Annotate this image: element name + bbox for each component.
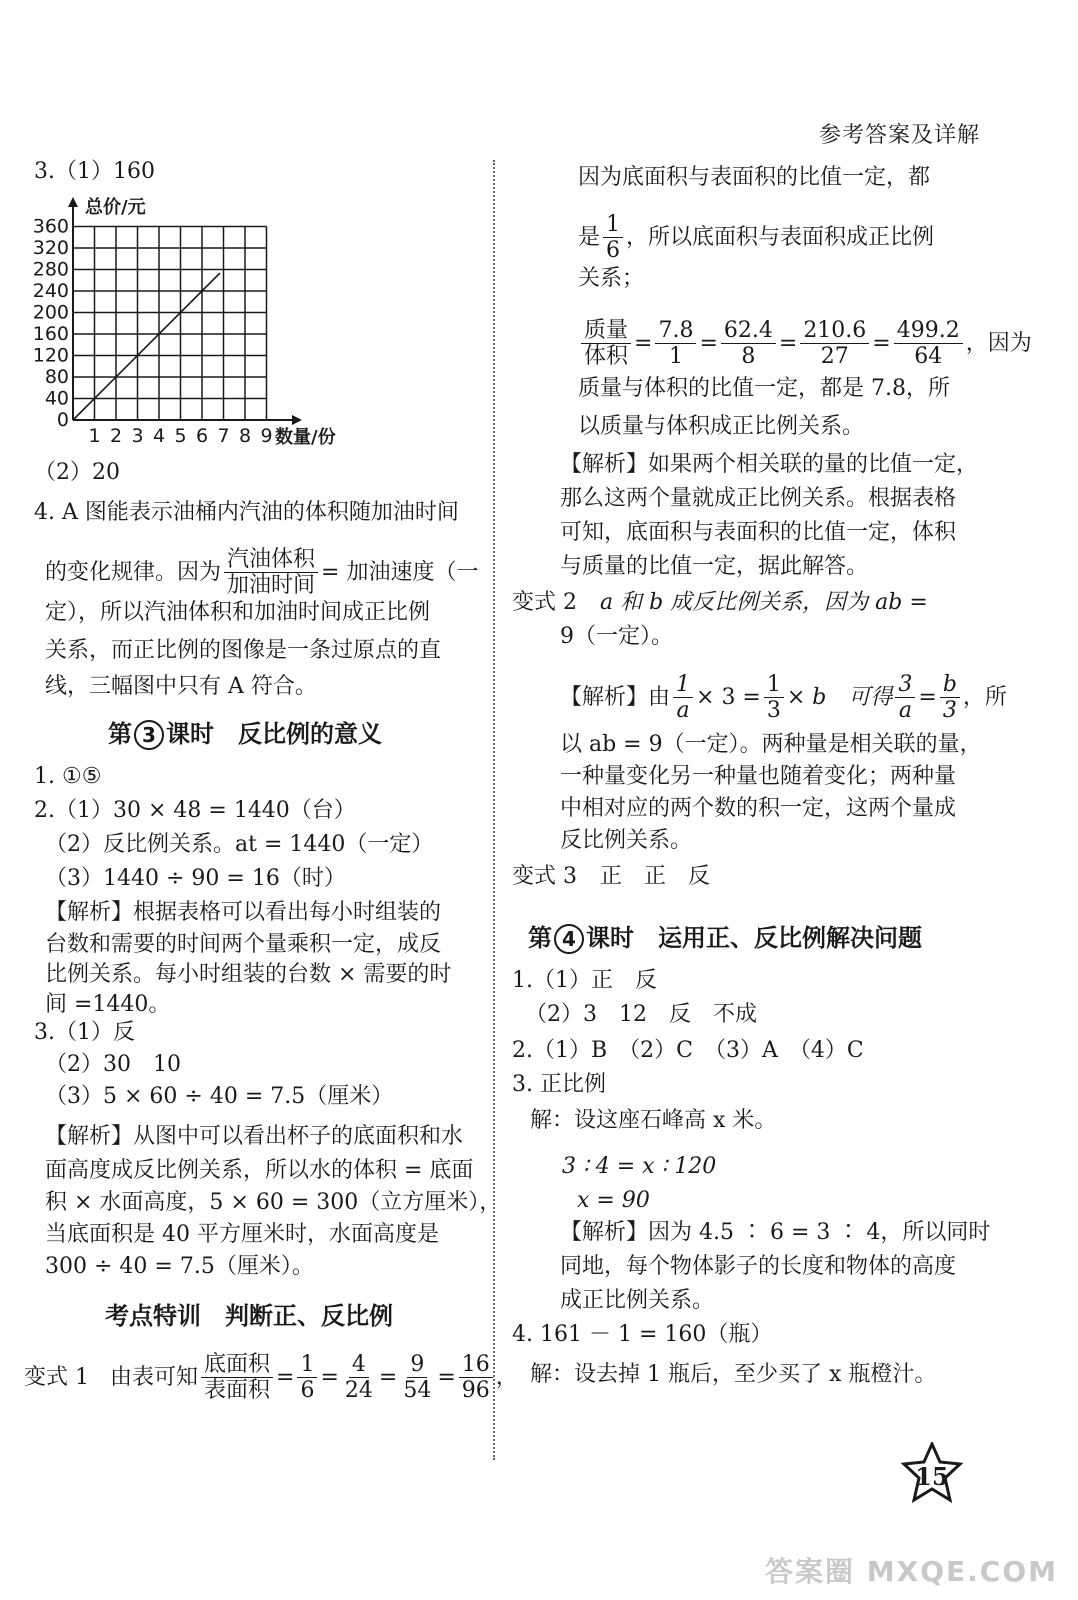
r11-pre: 【解析】由 [560,684,671,710]
r-expl-1: 【解析】如果两个相关联的量的比值一定， [560,452,979,477]
section4-title-post: 课时 运用正、反比例解决问题 [586,924,922,952]
q4-fraction [224,547,318,599]
bs1-frac-2-num: 4 [349,1352,369,1378]
y-tick-label: 160 [32,323,69,345]
x-tick-label: 7 [217,425,230,447]
section3-title-post: 课时 反比例的意义 [166,720,382,748]
x-tick-label: 4 [152,425,166,447]
y-tick-label: 80 [44,366,69,388]
s4-q3-solution: 解：设这座石峰高 x 米。 [530,1108,777,1133]
r-expl-4: 与质量的比值一定，据此解答。 [560,554,869,579]
q4-line5: 线，三幅图中只有 A 符合。 [45,674,317,699]
r4-frac-3 [800,318,869,370]
r11-frac-2-num: 1 [764,672,784,698]
r-line6: 以质量与体积成正比例关系。 [578,414,865,439]
bs1-frac-4 [459,1352,493,1404]
bs1-frac-0 [201,1352,273,1404]
s4-expl-3: 成正比例关系。 [560,1288,715,1313]
bianshi1-label: 变式 1 [24,1364,89,1390]
r-line3: 关系； [578,266,645,291]
q4-frac-num: 汽油体积 [224,547,318,573]
x-tick-label: 3 [131,425,144,447]
section4-title-pre: 第 [528,924,552,952]
bs1-frac-3-den: 54 [403,1378,432,1404]
q4-line1: 4. A 图能表示油桶内汽油的体积随加油时间 [34,500,459,525]
bianshi2-text: a 和 b 成反比例关系，因为 ab = [600,590,928,615]
s4-q2: 2.（1）B （2）C （3）A （4）C [512,1038,864,1063]
r4-frac-0-den: 体积 [584,344,629,370]
r11-mid2: × b 可得 [786,684,893,710]
x-axis-label: 数量/份 [275,427,336,448]
bianshi2-line [512,588,928,618]
bs1-frac-4-num: 16 [459,1352,493,1378]
r-expl-2: 那么这两个量就成正比例关系。根据表格 [560,486,957,511]
r4-frac-2-den: 8 [741,344,756,370]
r11-frac-3-num: 3 [895,672,915,698]
bs1-frac-1-den: 6 [300,1378,315,1404]
x-tick-label: 1 [88,425,101,447]
bianshi3-label: 变式 3 [512,864,577,889]
r4-frac-3-den: 27 [820,344,849,370]
q4-line4: 关系，而正比例的图像是一条过原点的直 [45,638,442,663]
s3-q3-2: （2）30 10 [45,1052,181,1077]
x-tick-label: 6 [195,425,209,447]
y-tick-label: 280 [32,258,69,281]
s3-expl-8: 当底面积是 40 平方厘米时，水面高度是 [45,1222,439,1247]
bianshi1-pre: 由表可知 [110,1364,199,1390]
s3-q2-3: （3）1440 ÷ 90 = 16（时） [45,866,346,891]
s3-q2-2: （2）反比例关系。at = 1440（一定） [45,832,434,857]
r-expl-6: 以 ab = 9（一定）。两种量是相关联的量， [560,732,982,757]
s4-q1-1: 1.（1）正 反 [512,968,657,993]
q4-line2-pre: 的变化规律。因为 [45,559,222,585]
s4-q1-2: （2）3 12 反 不成 [525,1002,757,1027]
r2-fraction [603,212,623,264]
r4-frac-1-den: 1 [668,344,683,370]
section3-number: 3 [134,720,164,750]
q4-line3: 定），所以汽油体积和加油时间成正比例 [45,600,431,625]
r11-frac-3-den: a [898,698,912,724]
r11-frac-4-num: b [940,672,960,698]
y-tick-label: 200 [32,301,69,324]
bs1-frac-3-num: 9 [407,1352,427,1378]
bianshi3-line [512,862,710,892]
r2-frac-num: 1 [603,212,623,238]
s3-expl-4: 间 =1440。 [45,992,171,1017]
bianshi2-label: 变式 2 [512,590,577,615]
page-number: 15 [915,1462,949,1491]
s3-q3-1: 3.（1）反 [34,1020,135,1045]
y-tick-label: 320 [32,237,69,259]
q4-frac-den: 加油时间 [227,573,316,599]
bs1-frac-2-den: 24 [344,1378,373,1404]
r4-frac-0-num: 质量 [581,318,631,344]
s3-expl-3: 比例关系。每小时组装的台数 × 需要的时 [45,962,452,987]
s3-expl-5: 【解析】从图中可以看出杯子的底面积和水 [45,1124,464,1149]
watermark: 答案圈 MXQE.COM [765,1555,1058,1588]
r-line1: 因为底面积与表面积的比值一定，都 [578,165,931,190]
q4-line2 [45,547,478,599]
s3-expl-6: 面高度成反比例关系，所以水的体积 = 底面 [45,1158,474,1183]
r11-frac-1-num: 1 [673,672,693,698]
r-line4-post: ，因为 [965,330,1032,356]
s3-expl-9: 300 ÷ 40 = 7.5（厘米）。 [45,1254,314,1279]
page-header: 参考答案及详解 [818,123,980,148]
r11-frac-1 [673,672,693,724]
section3-title-pre: 第 [108,720,132,748]
y-tick-label: 240 [32,280,69,302]
r-line4: $\frac{\text{质量}}{\text{体积}}$ = $\frac{7.8}{1}$ = $\frac{62.4}{8}$ = $\frac{210.6}{27}$ = $\frac{499.2}{64}$ ，因为 [578,318,1032,370]
s3-expl-2: 台数和需要的时间两个量乘积一定，成反 [45,932,442,957]
r4-frac-4-den: 64 [914,344,943,370]
r2-frac-den: 6 [606,238,621,264]
q3-part2: （2）20 [34,460,120,485]
section3-title [108,714,382,750]
s3-q3-3: （3）5 × 60 ÷ 40 = 7.5（厘米） [45,1084,394,1109]
s4-q3-eq2: x = 90 [577,1188,650,1213]
r-expl-5 [560,672,1007,724]
r4-frac-2 [721,318,776,370]
r-line2 [578,212,934,264]
r-expl-9: 反比例关系。 [560,828,693,853]
r4-frac-1-num: 7.8 [655,318,696,344]
r11-frac-2-den: 3 [766,698,781,724]
r4-frac-3-num: 210.6 [800,318,869,344]
y-tick-label: 120 [32,344,69,367]
r-expl-7: 一种量变化另一种量也随着变化；两种量 [560,764,957,789]
x-axis-arrow [292,415,302,425]
q3-part1: 3.（1）160 [34,159,155,184]
y-tick-label: 360 [32,215,69,238]
y-tick-label: 0 [56,409,69,431]
q4-line2-post: = 加油速度（一 [321,559,479,585]
r11-frac-4 [940,672,960,724]
y-tick-label: 40 [44,387,69,410]
s4-expl-2: 同地，每个物体影子的长度和物体的高度 [560,1254,957,1279]
section4-title [528,918,922,954]
r11-frac-3 [895,672,915,724]
r-line2-pre: 是 [578,224,601,250]
s3-q2-1: 2.（1）30 × 48 = 1440（台） [34,798,356,823]
column-divider [493,160,495,1460]
r4-frac-4-num: 499.2 [894,318,963,344]
r4-frac-2-num: 62.4 [721,318,776,344]
s4-expl-1: 【解析】因为 4.5 ∶ 6 = 3 ∶ 4，所以同时 [560,1220,991,1245]
x-tick-label: 9 [260,425,273,447]
r4-frac-0 [581,318,631,370]
s3-expl-7: 积 × 水面高度，5 × 60 = 300（立方厘米）， [45,1190,502,1215]
x-tick-label: 5 [174,425,187,447]
s4-q4-solution: 解：设去掉 1 瓶后，至少买了 x 瓶橙汁。 [530,1362,937,1387]
bianshi1-line: 变式 1 由表可知 $\frac{\text{底面积}}{\text{表面积}}$ = $\frac{1}{6}$ = $\frac{4}{24}$ = $\frac{9}{54}$ = $\frac{16}{96}$ ， [24,1352,518,1404]
s4-q3-eq1: 3 ∶ 4 = x ∶ 120 [562,1154,717,1179]
r-expl-3: 可知，底面积与表面积的比值一定，体积 [560,520,957,545]
bs1-frac-1-num: 1 [297,1352,317,1378]
s4-q3: 3. 正比例 [512,1072,606,1097]
y-axis-arrow [68,197,78,207]
r11-frac-4-den: 3 [942,698,957,724]
bianshi3-text: 正 正 反 [600,864,711,889]
r11-post: ，所 [962,684,1007,710]
s3-q1: 1. ①⑤ [34,764,102,789]
s4-q4: 4. 161 － 1 = 160（瓶） [512,1322,773,1347]
bs1-frac-3 [400,1352,434,1404]
r4-frac-1 [655,318,696,370]
r-line5: 质量与体积的比值一定，都是 7.8，所 [578,376,950,401]
section4-number: 4 [554,924,584,954]
s3-expl-1: 【解析】根据表格可以看出每小时组装的 [45,900,442,925]
r4-frac-4 [894,318,963,370]
r11-frac-1-den: a [676,698,690,724]
r11-mid1: × 3 = [696,684,761,710]
r-line2-post: ，所以底面积与表面积成正比例 [626,224,935,250]
r11-mid3: = [918,684,937,710]
bs1-frac-1 [297,1352,317,1404]
page-number-badge [900,1442,964,1506]
price-quantity-chart [30,195,370,459]
x-tick-label: 2 [109,425,123,447]
kaodian-title: 考点特训 判断正、反比例 [105,1302,393,1330]
x-tick-label: 8 [238,425,252,447]
bs1-frac-0-num: 底面积 [201,1352,273,1378]
y-axis-label: 总价/元 [85,197,146,218]
r-expl-8: 中相对应的两个数的积一定，这两个量成 [560,796,957,821]
r11-frac-2 [764,672,784,724]
bs1-frac-2 [342,1352,376,1404]
bianshi2-line2: 9（一定）。 [560,624,673,649]
bs1-frac-0-den: 表面积 [204,1378,271,1404]
bs1-frac-4-den: 96 [461,1378,490,1404]
